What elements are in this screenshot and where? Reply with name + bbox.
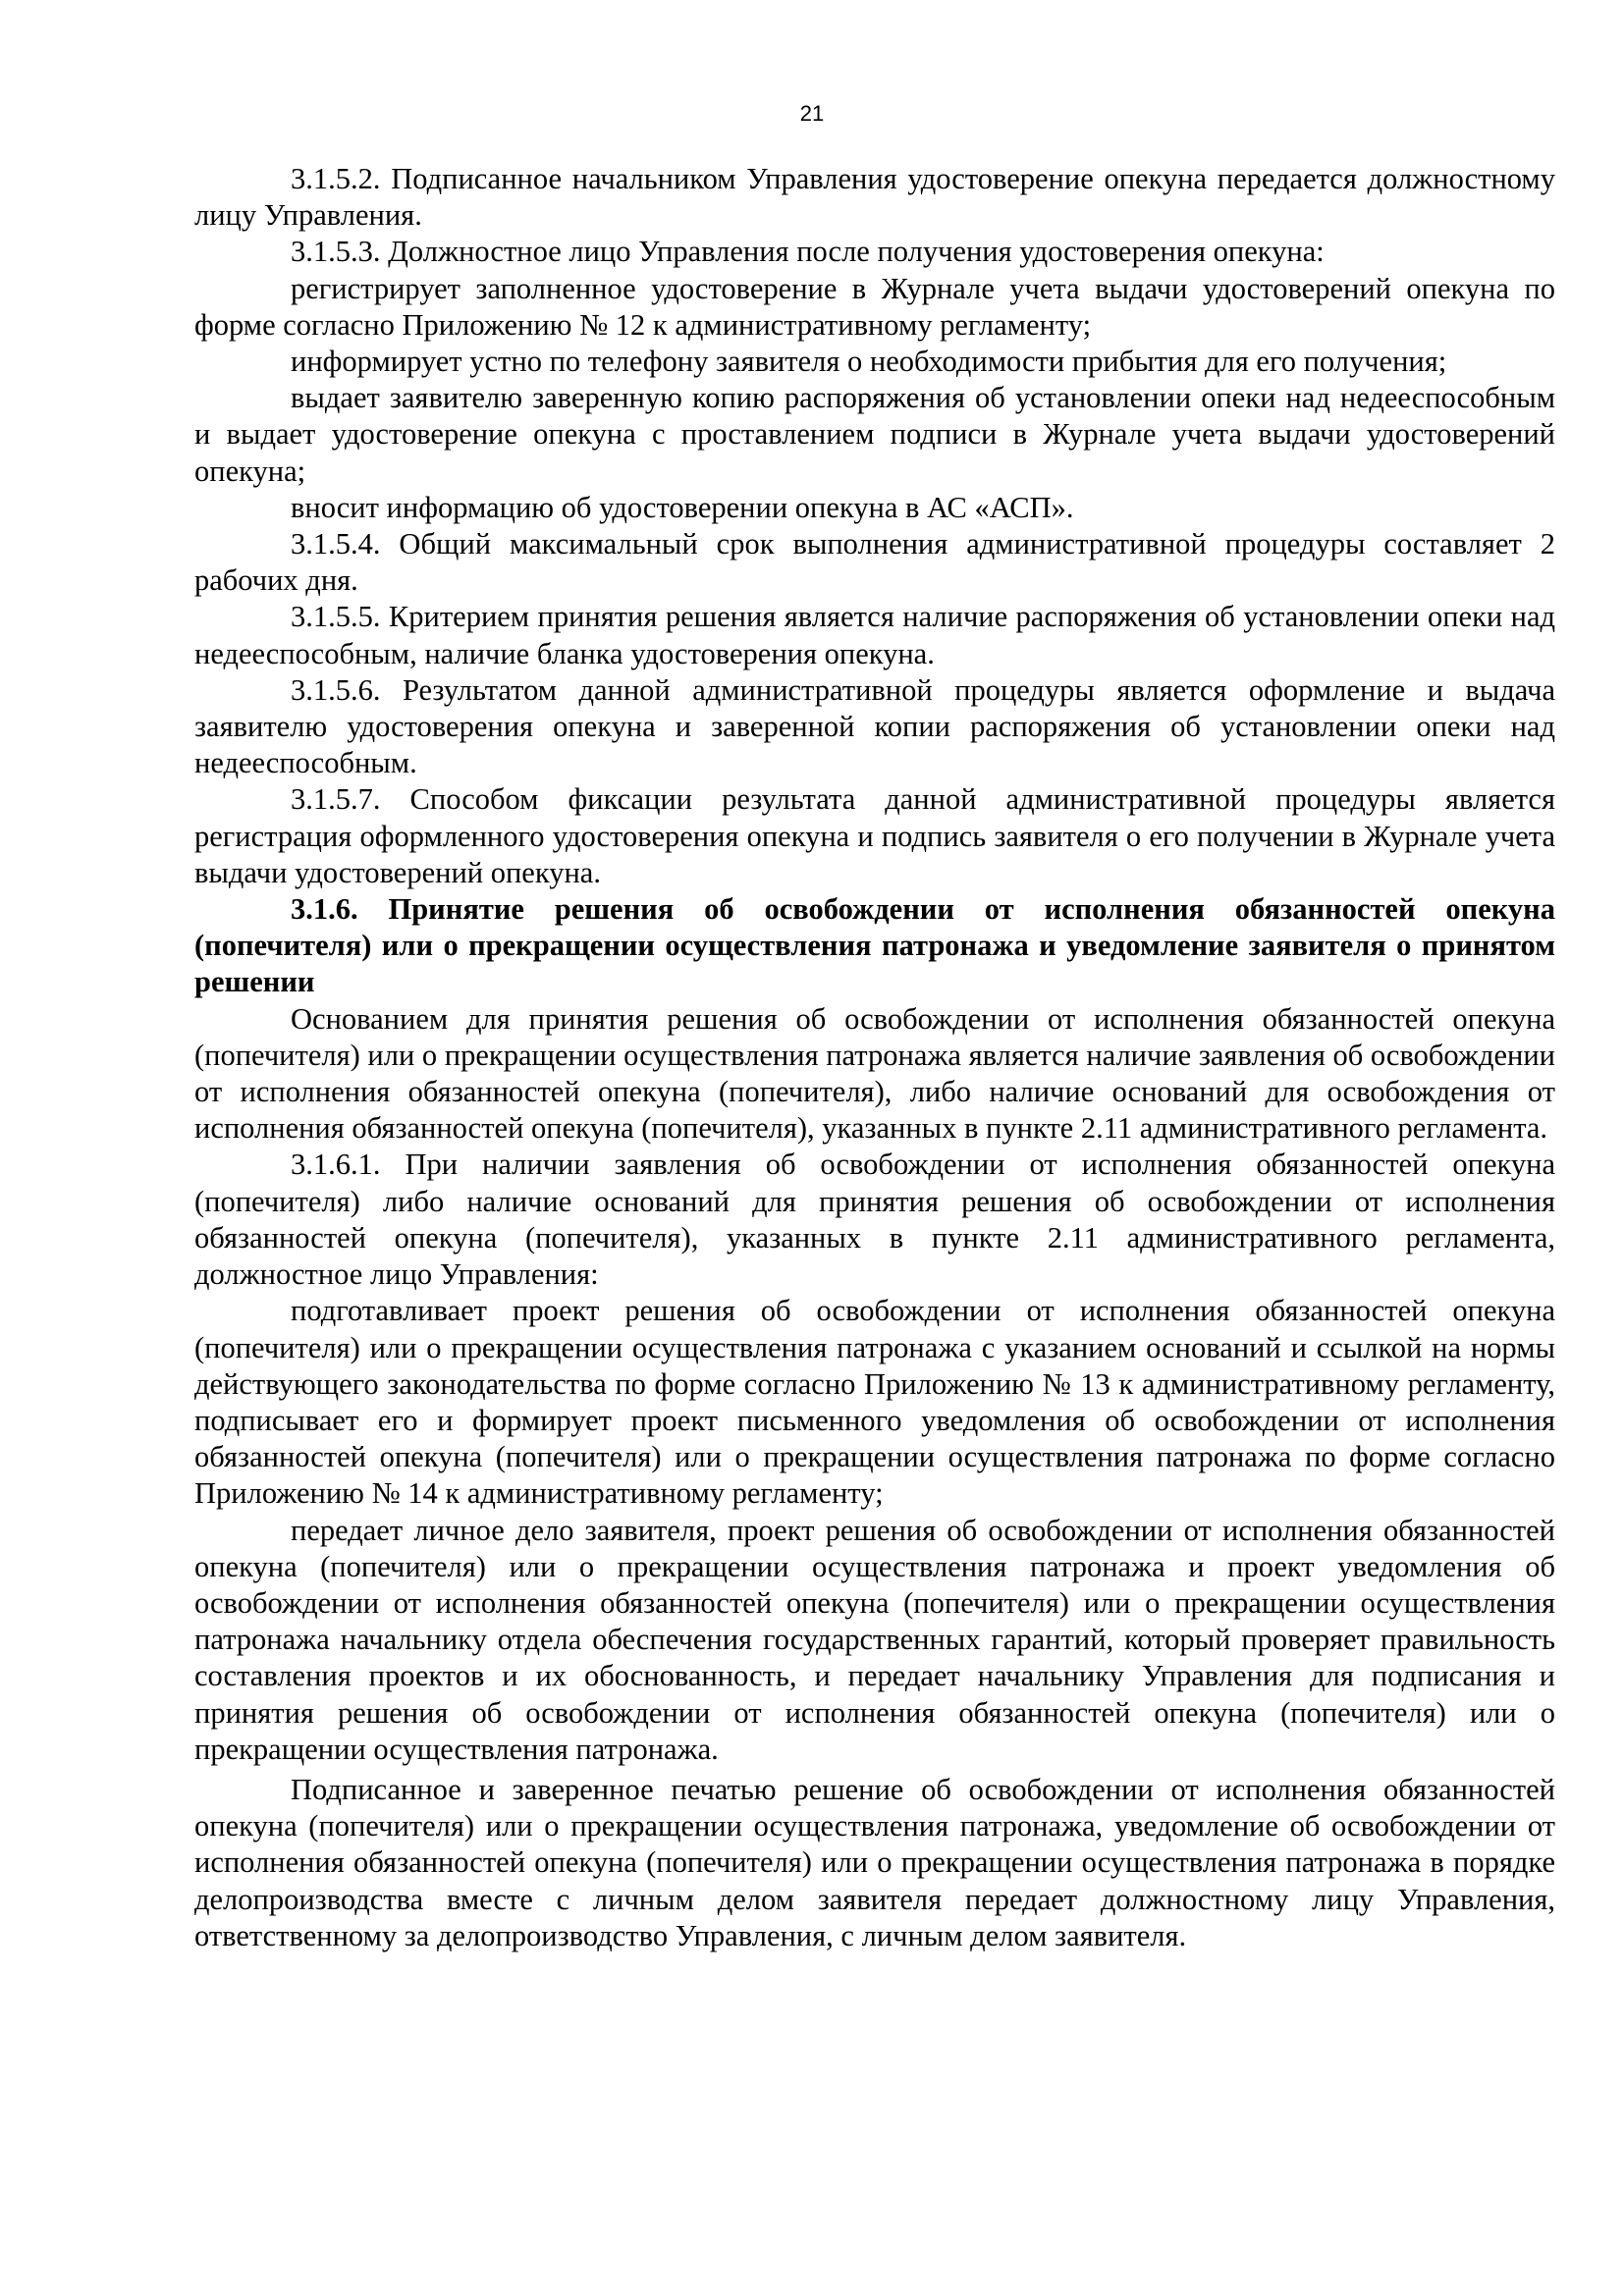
paragraph-basis: Основанием для принятия решения об освобождении от исполнения обязанностей опекуна (попечителя) или о прекращении осуществления патронажа является наличие заявления об освобождении от исполнения обязанностей опекуна (попечителя), либо наличие оснований для освобождения от исполнения обязанностей опекуна (попечителя), указанных в пункте 2.11 административного регламента. <box>194 1001 1555 1146</box>
paragraph-transfers-file: передает личное дело заявителя, проект решения об освобождении от исполнения обязанностей опекуна (попечителя) или о прекращении осуществления патронажа и проект уведомления об освобождении от исполнения обязанностей опекуна (попечителя) или о прекращении осуществления патронажа начальнику отдела обеспечения государственных гарантий, который проверяет правильность составления проектов и их обоснованность, и передает начальнику Управления для подписания и принятия решения об освобождении от исполнения обязанностей опекуна (попечителя) или о прекращении осуществления патронажа. <box>194 1513 1555 1766</box>
paragraph-informs: информирует устно по телефону заявителя о необходимости прибытия для его получения; <box>291 345 1447 379</box>
paragraph-issues: выдает заявителю заверенную копию распоряжения об установлении опеки над недееспособным и выдает удостоверение опекуна с проставлением подписи в Журнале учета выдачи удостоверений опекуна; <box>194 381 1555 488</box>
section-heading-3-1-6: 3.1.6. Принятие решения об освобождении от исполнения обязанностей опекуна (попечителя) или о прекращении осуществления патронажа и уведомление заявителя о принятом решении <box>194 892 1555 999</box>
document-body <box>194 161 1555 1954</box>
paragraph-3-1-5-2: 3.1.5.2. Подписанное начальником Управления удостоверение опекуна передается должностному лицу Управления. <box>194 162 1555 233</box>
paragraph-3-1-6-1: 3.1.6.1. При наличии заявления об освобождении от исполнения обязанностей опекуна (попечителя) либо наличие оснований для принятия решения об освобождении от исполнения обязанностей опекуна (попечителя), указанных в пункте 2.11 административного регламента, должностное лицо Управления: <box>194 1148 1555 1292</box>
paragraph-signed-decision: Подписанное и заверенное печатью решение об освобождении от исполнения обязанностей опекуна (попечителя) или о прекращении осуществления патронажа, уведомление об освобождении от исполнения обязанностей опекуна (попечителя) или о прекращении осуществления патронажа в порядке делопроизводства вместе с личным делом заявителя передает должностному лицу Управления, ответственному за делопроизводство Управления, с личным делом заявителя. <box>194 1772 1555 1952</box>
page-number: 21 <box>799 101 825 126</box>
paragraph-3-1-5-4: 3.1.5.4. Общий максимальный срок выполнения административной процедуры составляет 2 рабочих дня. <box>194 527 1555 598</box>
paragraph-3-1-5-3: 3.1.5.3. Должностное лицо Управления после получения удостоверения опекуна: <box>291 235 1325 269</box>
paragraph-3-1-5-5: 3.1.5.5. Критерием принятия решения является наличие распоряжения об установлении опеки над недееспособным, наличие бланка удостоверения опекуна. <box>194 600 1555 670</box>
paragraph-prepares-draft: подготавливает проект решения об освобождении от исполнения обязанностей опекуна (попечителя) или о прекращении осуществления патронажа с указанием оснований и ссылкой на нормы действующего законодательства по форме согласно Приложению № 13 к административному регламенту, подписывает его и формирует проект письменного уведомления об освобождении от исполнения обязанностей опекуна (попечителя) или о прекращении осуществления патронажа по форме согласно Приложению № 14 к административному регламенту; <box>194 1294 1555 1511</box>
paragraph-3-1-5-7: 3.1.5.7. Способом фиксации результата данной административной процедуры является регистрация оформленного удостоверения опекуна и подпись заявителя о его получении в Журнале учета выдачи удостоверений опекуна. <box>194 782 1555 889</box>
paragraph-enters-info: вносит информацию об удостоверении опекуна в АС «АСП». <box>291 490 1074 524</box>
paragraph-registers: регистрирует заполненное удостоверение в Журнале учета выдачи удостоверений опекуна по форме согласно Приложению № 12 к административному регламенту; <box>194 271 1555 342</box>
paragraph-3-1-5-6: 3.1.5.6. Результатом данной административной процедуры является оформление и выдача заявителю удостоверения опекуна и заверенной копии распоряжения об установлении опеки над недееспособным. <box>194 672 1555 780</box>
